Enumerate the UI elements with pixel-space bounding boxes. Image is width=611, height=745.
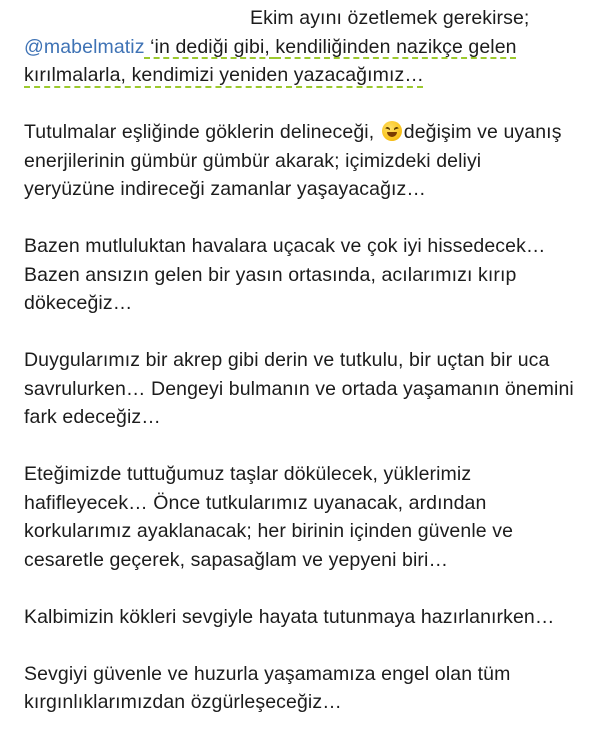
intro-line-1: Ekim ayını özetlemek gerekirse;: [250, 7, 530, 29]
paragraph-emotions-line-1: Duygularımız bir akrep gibi derin ve tutkulu, bir uçtan bir uca: [24, 349, 550, 371]
intro-line-2-underlined: kendiliğinden nazikçe gelen: [275, 35, 517, 58]
paragraph-emotions-line-2: savrulurken… Dengeyi bulmanın ve ortada yaşamanın önemini: [24, 377, 574, 400]
paragraph-eclipses-line-1-end: değişim ve uyanış: [403, 121, 562, 143]
paragraph-eclipses-line-3: yeryüzüne indireceği zamanlar yaşayacağız…: [24, 178, 426, 200]
paragraph-stones-line-4: cesaretle geçerek, sapasağlam ve yepyeni biri…: [24, 548, 449, 571]
intro-line-2: [24, 33, 604, 62]
paragraph-stones-line-1: Eteğimizde tuttuğumuz taşlar dökülecek, yüklerimiz: [24, 463, 472, 485]
paragraph-stones-line-2: hafifleyecek… Önce tutkularımız uyanacak, ardından: [24, 491, 487, 514]
paragraph-love-line-2: kırgınlıklarımızdan özgürleşeceğiz…: [24, 691, 342, 713]
paragraph-eclipses-line-2: enerjilerinin gümbür gümbür akarak; içimizdeki deliyi: [24, 149, 482, 172]
mention-link[interactable]: @mabelmatiz: [24, 35, 145, 58]
paragraph-eclipses: [24, 118, 604, 204]
paragraph-eclipses-line-1: [24, 118, 604, 147]
paragraph-love-line-1: Sevgiyi güvenle ve huzurla yaşamamıza engel olan tüm: [24, 662, 511, 685]
paragraph-emotions-line-3: fark edeceğiz…: [24, 406, 161, 428]
paragraph-stones-line-3: korkularımız ayaklanacak; her birinin içinden güvenle ve: [24, 520, 514, 542]
paragraph-eclipses-line-1-start: Tutulmalar eşliğinde göklerin delineceği,: [24, 121, 380, 143]
paragraph-sometimes-line-2: Bazen ansızın gelen bir yasın ortasında, acılarımızı kırıp: [24, 263, 517, 286]
paragraph-love: [24, 660, 604, 717]
post-body: [24, 4, 604, 745]
paragraph-sometimes-line-3: dökeceğiz…: [24, 292, 133, 314]
intro-paragraph: [24, 4, 604, 90]
intro-line-2-text: ‘in dediği gibi,: [144, 35, 276, 58]
paragraph-heart: [24, 603, 604, 632]
paragraph-emotions: [24, 346, 604, 432]
paragraph-sometimes-line-1: Bazen mutluluktan havalara uçacak ve çok iyi hissedecek…: [24, 235, 546, 257]
paragraph-sometimes: [24, 232, 604, 318]
grinning-squinting-face-icon: [382, 121, 402, 141]
paragraph-heart-line-1: Kalbimizin kökleri sevgiyle hayata tutunmaya hazırlanırken…: [24, 605, 555, 628]
intro-line-3: kırılmalarla, kendimizi yeniden yazacağımız…: [24, 64, 424, 86]
paragraph-stones: [24, 460, 604, 574]
